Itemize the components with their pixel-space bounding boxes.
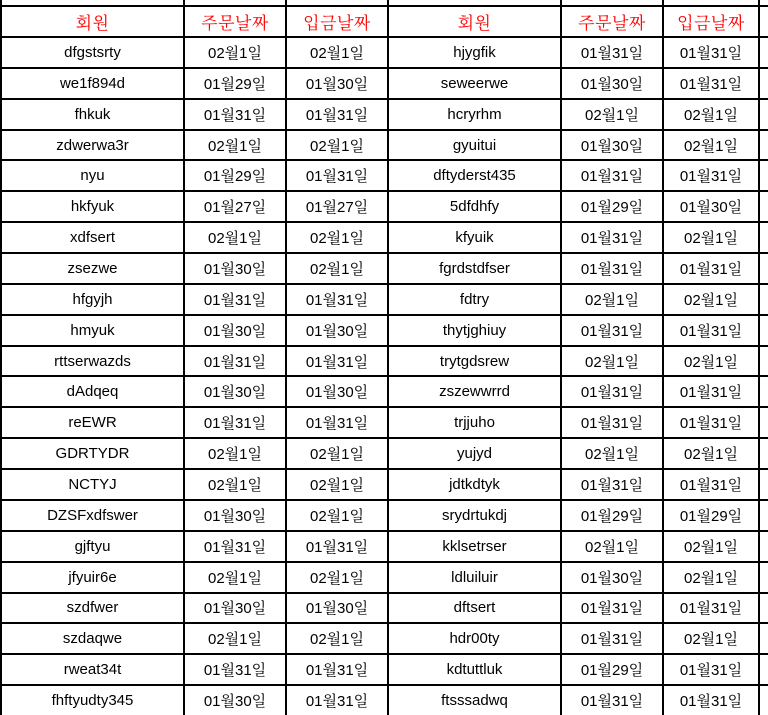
deposit-date-cell[interactable]: 01월30일 xyxy=(285,67,387,98)
member-cell[interactable]: gyuitui xyxy=(387,129,560,160)
deposit-date-cell[interactable]: 01월30일 xyxy=(285,314,387,345)
deposit-date-cell[interactable]: 01월27일 xyxy=(285,190,387,221)
cut-cell xyxy=(758,67,768,98)
member-cell[interactable]: hfgyjh xyxy=(0,283,183,314)
deposit-date-cell[interactable]: 02월1일 xyxy=(285,36,387,67)
deposit-date-cell[interactable]: 02월1일 xyxy=(662,221,758,252)
header-member-left[interactable]: 회원 xyxy=(0,5,183,36)
deposit-date-cell[interactable]: 02월1일 xyxy=(662,622,758,653)
member-cell[interactable]: hcryrhm xyxy=(387,98,560,129)
cut-cell xyxy=(758,36,768,67)
deposit-date-cell[interactable]: 01월31일 xyxy=(662,159,758,190)
deposit-date-cell[interactable]: 02월1일 xyxy=(285,561,387,592)
order-date-cell[interactable]: 02월1일 xyxy=(560,530,662,561)
deposit-date-cell[interactable]: 02월1일 xyxy=(285,129,387,160)
deposit-date-cell[interactable]: 01월31일 xyxy=(662,684,758,715)
order-date-cell[interactable]: 01월30일 xyxy=(183,592,285,623)
cut-cell xyxy=(758,653,768,684)
cut-cell xyxy=(758,190,768,221)
cut-cell xyxy=(758,98,768,129)
order-date-cell[interactable]: 01월31일 xyxy=(560,406,662,437)
member-cell[interactable]: fgrdstdfser xyxy=(387,252,560,283)
member-cell[interactable]: rweat34t xyxy=(0,653,183,684)
deposit-date-cell[interactable]: 02월1일 xyxy=(662,530,758,561)
deposit-date-cell[interactable]: 01월31일 xyxy=(285,406,387,437)
deposit-date-cell[interactable]: 02월1일 xyxy=(285,622,387,653)
member-cell[interactable]: kfyuik xyxy=(387,221,560,252)
order-date-cell[interactable]: 01월30일 xyxy=(183,684,285,715)
cut-cell xyxy=(758,159,768,190)
member-cell[interactable]: jdtkdtyk xyxy=(387,468,560,499)
order-date-cell[interactable]: 01월31일 xyxy=(560,314,662,345)
order-date-cell[interactable]: 01월29일 xyxy=(560,190,662,221)
order-date-cell[interactable]: 01월31일 xyxy=(183,530,285,561)
member-cell[interactable]: szdaqwe xyxy=(0,622,183,653)
deposit-date-cell[interactable]: 01월31일 xyxy=(662,36,758,67)
member-cell[interactable]: fhkuk xyxy=(0,98,183,129)
order-date-cell[interactable]: 01월31일 xyxy=(560,221,662,252)
member-cell[interactable]: srydrtukdj xyxy=(387,499,560,530)
order-date-cell[interactable]: 01월29일 xyxy=(183,67,285,98)
header-member-right[interactable]: 회원 xyxy=(387,5,560,36)
deposit-date-cell[interactable]: 01월29일 xyxy=(662,499,758,530)
cut-cell xyxy=(758,592,768,623)
member-cell[interactable]: trytgdsrew xyxy=(387,345,560,376)
member-cell[interactable]: ftsssadwq xyxy=(387,684,560,715)
order-date-cell[interactable]: 01월31일 xyxy=(560,622,662,653)
deposit-date-cell[interactable]: 01월30일 xyxy=(662,190,758,221)
order-date-cell[interactable]: 02월1일 xyxy=(183,561,285,592)
order-date-cell[interactable]: 01월31일 xyxy=(560,36,662,67)
order-date-cell[interactable]: 01월29일 xyxy=(560,499,662,530)
deposit-date-cell[interactable]: 01월31일 xyxy=(662,67,758,98)
member-cell[interactable]: dftyderst435 xyxy=(387,159,560,190)
deposit-date-cell[interactable]: 01월31일 xyxy=(662,406,758,437)
order-date-cell[interactable]: 02월1일 xyxy=(560,283,662,314)
order-date-cell[interactable]: 01월31일 xyxy=(183,98,285,129)
deposit-date-cell[interactable]: 01월31일 xyxy=(662,653,758,684)
header-order-date-right[interactable]: 주문날짜 xyxy=(560,5,662,36)
member-cell[interactable]: trjjuho xyxy=(387,406,560,437)
order-date-cell[interactable]: 01월31일 xyxy=(560,684,662,715)
deposit-date-cell[interactable]: 02월1일 xyxy=(662,345,758,376)
deposit-date-cell[interactable]: 01월31일 xyxy=(285,283,387,314)
deposit-date-cell[interactable]: 01월31일 xyxy=(662,592,758,623)
member-cell[interactable]: hjygfik xyxy=(387,36,560,67)
deposit-date-cell[interactable]: 01월30일 xyxy=(285,592,387,623)
member-cell[interactable]: GDRTYDR xyxy=(0,437,183,468)
cut-cell xyxy=(758,283,768,314)
member-cell[interactable]: seweerwe xyxy=(387,67,560,98)
member-cell[interactable]: hkfyuk xyxy=(0,190,183,221)
order-date-cell[interactable]: 01월31일 xyxy=(183,406,285,437)
deposit-date-cell[interactable]: 02월1일 xyxy=(285,499,387,530)
member-cell[interactable]: yujyd xyxy=(387,437,560,468)
cut-cell xyxy=(758,406,768,437)
member-cell[interactable]: fhftyudty345 xyxy=(0,684,183,715)
member-cell[interactable]: rttserwazds xyxy=(0,345,183,376)
order-date-cell[interactable]: 01월30일 xyxy=(183,314,285,345)
deposit-date-cell[interactable]: 01월30일 xyxy=(285,375,387,406)
order-date-cell[interactable]: 01월31일 xyxy=(560,592,662,623)
cut-cell xyxy=(758,561,768,592)
order-date-cell[interactable]: 01월31일 xyxy=(560,375,662,406)
cut-cell xyxy=(758,437,768,468)
member-cell[interactable]: NCTYJ xyxy=(0,468,183,499)
order-date-cell[interactable]: 02월1일 xyxy=(183,437,285,468)
member-cell[interactable]: szdfwer xyxy=(0,592,183,623)
deposit-date-cell[interactable]: 02월1일 xyxy=(662,437,758,468)
order-date-cell[interactable]: 02월1일 xyxy=(183,622,285,653)
cut-cell xyxy=(758,252,768,283)
member-cell[interactable]: ldluiluir xyxy=(387,561,560,592)
order-date-cell[interactable]: 01월31일 xyxy=(183,653,285,684)
member-cell[interactable]: xdfsert xyxy=(0,221,183,252)
member-cell[interactable]: kdtuttluk xyxy=(387,653,560,684)
deposit-date-cell[interactable]: 01월31일 xyxy=(285,98,387,129)
member-cell[interactable]: DZSFxdfswer xyxy=(0,499,183,530)
deposit-date-cell[interactable]: 01월31일 xyxy=(285,653,387,684)
order-date-cell[interactable]: 01월31일 xyxy=(183,283,285,314)
order-date-cell[interactable]: 01월31일 xyxy=(560,468,662,499)
order-date-cell[interactable]: 01월30일 xyxy=(560,67,662,98)
deposit-date-cell[interactable]: 01월31일 xyxy=(285,530,387,561)
deposit-date-cell[interactable]: 01월31일 xyxy=(662,314,758,345)
deposit-date-cell[interactable]: 01월31일 xyxy=(662,468,758,499)
member-cell[interactable]: nyu xyxy=(0,159,183,190)
order-date-cell[interactable]: 01월30일 xyxy=(560,561,662,592)
deposit-date-cell[interactable]: 01월31일 xyxy=(662,252,758,283)
order-date-cell[interactable]: 01월31일 xyxy=(560,159,662,190)
member-cell[interactable]: 5dfdhfy xyxy=(387,190,560,221)
cut-cell xyxy=(758,468,768,499)
member-cell[interactable]: zszewwrrd xyxy=(387,375,560,406)
order-date-cell[interactable]: 01월30일 xyxy=(183,375,285,406)
cut-cell xyxy=(758,345,768,376)
deposit-date-cell[interactable]: 01월31일 xyxy=(285,345,387,376)
order-date-cell[interactable]: 02월1일 xyxy=(183,468,285,499)
order-date-cell[interactable]: 02월1일 xyxy=(183,36,285,67)
member-cell[interactable]: reEWR xyxy=(0,406,183,437)
cut-cell xyxy=(758,129,768,160)
member-cell[interactable]: thytjghiuy xyxy=(387,314,560,345)
member-cell[interactable]: kklsetrser xyxy=(387,530,560,561)
order-date-cell[interactable]: 01월30일 xyxy=(183,499,285,530)
header-deposit-date-left[interactable]: 입금날짜 xyxy=(285,5,387,36)
order-date-cell[interactable]: 02월1일 xyxy=(560,437,662,468)
cut-cell xyxy=(758,375,768,406)
order-date-cell[interactable]: 01월30일 xyxy=(183,252,285,283)
order-date-cell[interactable]: 02월1일 xyxy=(183,221,285,252)
order-date-cell[interactable]: 01월27일 xyxy=(183,190,285,221)
deposit-date-cell[interactable]: 02월1일 xyxy=(662,283,758,314)
member-cell[interactable]: hmyuk xyxy=(0,314,183,345)
deposit-date-cell[interactable]: 01월31일 xyxy=(285,159,387,190)
deposit-date-cell[interactable]: 02월1일 xyxy=(285,437,387,468)
order-date-cell[interactable]: 02월1일 xyxy=(560,98,662,129)
deposit-date-cell[interactable]: 01월31일 xyxy=(285,684,387,715)
member-cell[interactable]: dftsert xyxy=(387,592,560,623)
member-cell[interactable]: zdwerwa3r xyxy=(0,129,183,160)
member-cell[interactable]: dfgstsrty xyxy=(0,36,183,67)
header-deposit-date-right[interactable]: 입금날짜 xyxy=(662,5,758,36)
order-date-cell[interactable]: 01월31일 xyxy=(183,345,285,376)
deposit-date-cell[interactable]: 02월1일 xyxy=(285,221,387,252)
deposit-date-cell[interactable]: 02월1일 xyxy=(662,561,758,592)
order-date-cell[interactable]: 01월31일 xyxy=(560,252,662,283)
order-date-cell[interactable]: 01월29일 xyxy=(560,653,662,684)
member-cell[interactable]: fdtry xyxy=(387,283,560,314)
deposit-date-cell[interactable]: 02월1일 xyxy=(662,98,758,129)
deposit-date-cell[interactable]: 02월1일 xyxy=(285,252,387,283)
order-date-cell[interactable]: 01월29일 xyxy=(183,159,285,190)
member-cell[interactable]: hdr00ty xyxy=(387,622,560,653)
cut-cell xyxy=(758,221,768,252)
member-cell[interactable]: dAdqeq xyxy=(0,375,183,406)
deposit-date-cell[interactable]: 02월1일 xyxy=(662,129,758,160)
order-date-cell[interactable]: 02월1일 xyxy=(183,129,285,160)
member-cell[interactable]: gjftyu xyxy=(0,530,183,561)
member-cell[interactable]: zsezwe xyxy=(0,252,183,283)
cut-cell xyxy=(758,530,768,561)
member-cell[interactable]: we1f894d xyxy=(0,67,183,98)
cut-cell xyxy=(758,622,768,653)
cut-cell xyxy=(758,684,768,715)
deposit-date-cell[interactable]: 01월31일 xyxy=(662,375,758,406)
cut-cell xyxy=(758,499,768,530)
cut-cell xyxy=(758,314,768,345)
order-date-cell[interactable]: 02월1일 xyxy=(560,345,662,376)
member-cell[interactable]: jfyuir6e xyxy=(0,561,183,592)
cut-cell xyxy=(758,5,768,36)
deposit-date-cell[interactable]: 02월1일 xyxy=(285,468,387,499)
header-order-date-left[interactable]: 주문날짜 xyxy=(183,5,285,36)
order-date-cell[interactable]: 01월30일 xyxy=(560,129,662,160)
